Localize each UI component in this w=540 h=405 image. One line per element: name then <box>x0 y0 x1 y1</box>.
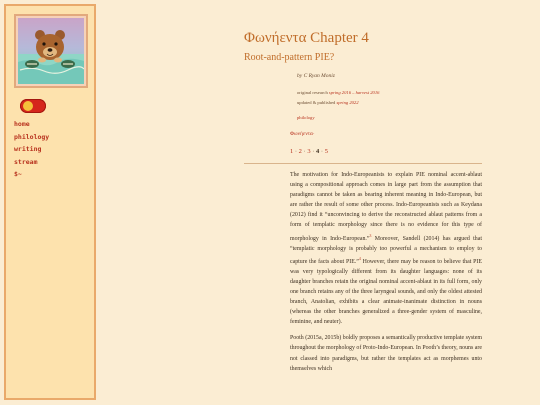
page-link-2[interactable]: 2 <box>298 148 302 155</box>
author-byline: by C Ryan Moniz <box>297 73 335 79</box>
nav-link-writing[interactable]: writing <box>14 145 42 153</box>
current-page: 4 <box>316 148 320 155</box>
footnote-ref-4[interactable]: 4 <box>358 256 361 261</box>
page-link-5[interactable]: 5 <box>324 148 328 155</box>
sidebar <box>4 4 96 400</box>
nav-link-shell[interactable]: $~ <box>14 170 22 178</box>
series-name: Φωνήεντα <box>290 131 313 137</box>
paragraph: Pooth (2015a, 2015b) boldly proposes a semantically productive template system throughout the morphology of Proto-Indo-European. In Pooth’s theory, nouns are not classed into paradigms, but rather the templates act as morphemes unto themselves which <box>290 335 482 372</box>
footnote-ref-3[interactable]: 3 <box>369 233 372 238</box>
sun-icon <box>23 101 33 111</box>
sidebar-nav <box>14 118 49 181</box>
page-link-3[interactable]: 3 <box>307 148 311 155</box>
published-label: updated & published <box>297 100 336 105</box>
tag-link-philology[interactable]: philology <box>297 115 315 120</box>
nav-link-philology[interactable]: philology <box>14 132 50 141</box>
chapter-pager: 1 · 2 · 3 · 4 · 5 <box>290 148 328 155</box>
nav-link-stream[interactable]: stream <box>14 157 38 166</box>
article-body <box>290 170 482 380</box>
published-dates <box>297 100 359 105</box>
avatar-image <box>18 18 84 84</box>
nav-link-home[interactable]: home <box>14 120 30 128</box>
research-date-range: spring 2016 – harvest 2016 <box>328 90 380 95</box>
research-label: original research <box>297 90 328 95</box>
research-dates <box>297 90 379 95</box>
paragraph: The motivation for Indo-Europeanists to explain PIE nominal accent-ablaut using a compositional approach comes in large part from the assumption that paradigms cannot be taken as bearing inherent meaning in Indo-European, but are rather the result of some other process. Indo-Europeanists such as Keydana (2012) find it “unconvincing to derive the reconstructed ablaut patterns from a form of templatic morphology since there is no evidence for this type of morphology in Indo-European.”$^3$ Moreover, Sandell (2014) has argued that “templatic morphology is probably too powerful a mechanism to employ to capture the facts about PIE.”$^4$ However, there may be reason to believe that PIE was very typologically different from its daughter languages: none of its daughter branches retain the original nominal accent-ablaut in its full form, only one branch retains any of the three laryngeal sounds, and only the oldest attested branch, Anatolian, exhibits a clear animate-inanimate distinction in nouns (whereas the other branches generalized a three-gender system of masculine, feminine, and neuter). <box>290 172 482 326</box>
series-link[interactable]: Φωνήεντα· <box>290 131 315 137</box>
published-date: spring 2022 <box>336 100 359 105</box>
divider <box>244 163 482 164</box>
avatar <box>14 14 88 88</box>
theme-toggle[interactable] <box>20 99 46 113</box>
page-title: Φωνήεντα Chapter 4 <box>244 30 369 46</box>
page-subtitle: Root-and-pattern PIE? <box>244 52 335 63</box>
page-link-1[interactable]: 1 <box>290 148 294 155</box>
